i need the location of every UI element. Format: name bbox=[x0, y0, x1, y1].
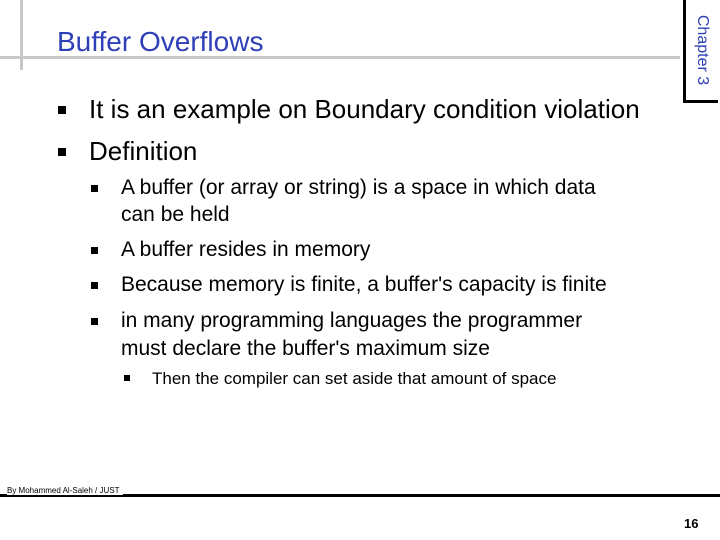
sub-sub-bullet-text: Then the compiler can set aside that amount of space bbox=[152, 369, 557, 388]
sub-bullet-text: A buffer resides in memory bbox=[121, 238, 371, 261]
sub-bullet-marker bbox=[91, 185, 98, 192]
page-number: 16 bbox=[684, 516, 699, 531]
slide-title: Buffer Overflows bbox=[57, 26, 264, 57]
sub-bullet-marker bbox=[91, 282, 98, 289]
sub-bullet-text: in many programming languages the programmer bbox=[121, 309, 583, 332]
sub-bullet-text: Because memory is finite, a buffer's capacity is finite bbox=[121, 273, 607, 296]
sub-sub-bullet-marker bbox=[124, 375, 130, 381]
sub-bullet-text-continued: must declare the buffer's maximum size bbox=[121, 337, 490, 360]
sub-bullet-text: A buffer (or array or string) is a space in which data bbox=[121, 176, 596, 199]
sub-bullet-text-continued: can be held bbox=[121, 203, 230, 226]
bullet-text: It is an example on Boundary condition violation bbox=[89, 94, 640, 124]
sub-bullet-marker bbox=[91, 247, 98, 254]
bullet-marker bbox=[58, 106, 66, 114]
footer-author: By Mohammed Al-Saleh / JUST bbox=[7, 486, 123, 495]
chapter-tab bbox=[683, 0, 718, 103]
title-decor-vertical-rule bbox=[20, 0, 23, 70]
bullet-marker bbox=[58, 148, 66, 156]
bullet-text: Definition bbox=[89, 136, 198, 166]
sub-bullet-marker bbox=[91, 318, 98, 325]
chapter-label: Chapter 3 bbox=[694, 14, 711, 86]
